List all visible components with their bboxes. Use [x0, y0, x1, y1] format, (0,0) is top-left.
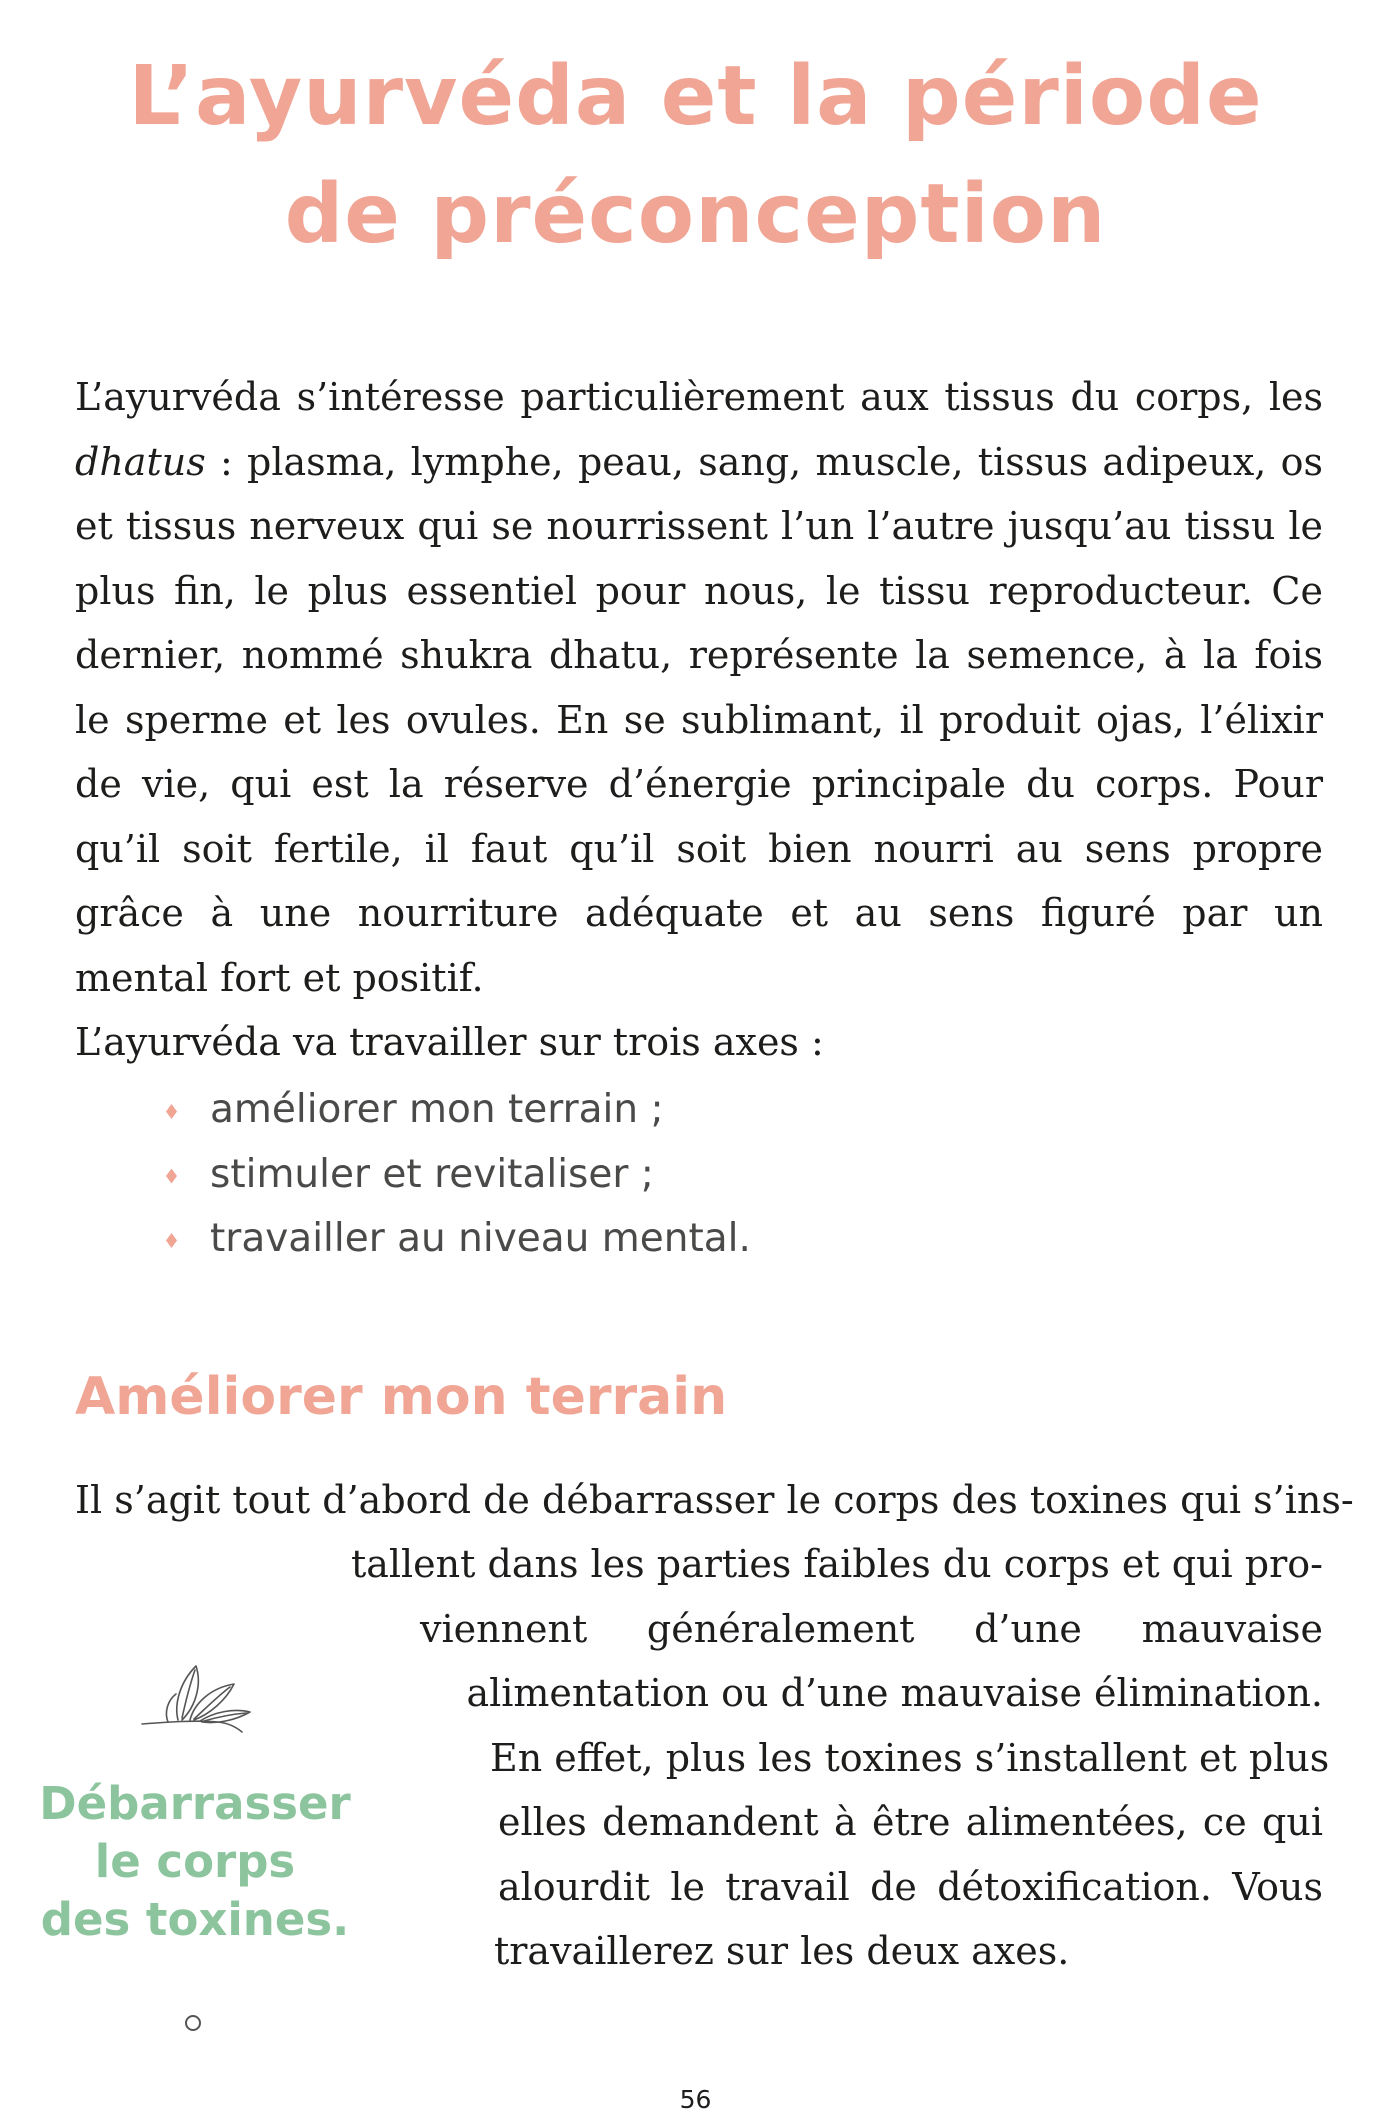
intro-paragraph: [75, 365, 1323, 1010]
section-line-4: alimentation ou d’une mauvaise élimination.: [466, 1671, 1323, 1715]
list-item: [160, 1143, 751, 1208]
page-title-line-1: L’ayurvéda et la période: [128, 49, 1263, 144]
section-line-5: En effet, plus les toxines s’installent et plus: [490, 1736, 1330, 1780]
intro-text-start: L’ayurvéda s’intéresse particulièrement aux tissus du corps, les: [75, 375, 1323, 419]
page-number: 56: [679, 2085, 712, 2114]
axis-label: stimuler et revitaliser ;: [210, 1151, 654, 1197]
list-item: [160, 1078, 751, 1143]
pullquote-line-3: des toxines.: [40, 1893, 350, 1946]
diamond-bullet-icon: [166, 1104, 177, 1119]
section-heading: Améliorer mon terrain: [75, 1367, 728, 1427]
pullquote-line-2: le corps: [94, 1835, 296, 1888]
section-line-7: alourdit le travail de détoxification. Vous: [498, 1865, 1323, 1909]
pullquote: [20, 1775, 370, 1949]
axes-list: [160, 1078, 751, 1272]
section-line-2: tallent dans les parties faibles du corps et qui pro-: [350, 1542, 1323, 1586]
axes-intro: L’ayurvéda va travailler sur trois axes :: [75, 1020, 824, 1064]
axis-label: travailler au niveau mental.: [210, 1216, 751, 1261]
diamond-bullet-icon: [166, 1233, 177, 1248]
axis-label: améliorer mon terrain ;: [210, 1087, 664, 1132]
circle-icon: [185, 2015, 201, 2031]
section-line-1: Il s’agit tout d’abord de débarrasser le corps des toxines qui s’ins-: [75, 1478, 1354, 1522]
page-title: [0, 38, 1391, 274]
list-item: [160, 1207, 751, 1272]
leaf-sprig-icon: [138, 1660, 253, 1740]
section-line-8: travaillerez sur les deux axes.: [494, 1929, 1070, 1973]
intro-text-rest: : plasma, lymphe, peau, sang, muscle, tissus adipeux, os et tissus nerveux qui se nourrissent l’un l’autre jusqu’au tissu le plus fin, le plus essentiel pour nous, le tissu reproducteur. Ce dernier, nommé shukra dhatu, représente la semence, à la fois le sperme et les ovules. En se sublimant, il produit ojas, l’élixir de vie, qui est la réserve d’énergie principale du corps. Pour qu’il soit fertile, il faut qu’il soit bien nourri au sens propre grâce à une nourriture adéquate et au sens figuré par un mental fort et positif.: [75, 439, 1323, 1000]
intro-italic-term: dhatus: [75, 439, 206, 484]
section-line-6: elles demandent à être alimentées, ce qui: [498, 1800, 1323, 1844]
diamond-bullet-icon: [166, 1169, 177, 1184]
pullquote-line-1: Débarrasser: [39, 1777, 351, 1830]
page-title-line-2: de préconception: [284, 167, 1107, 262]
section-line-3: viennent généralement d’une mauvaise: [420, 1607, 1323, 1651]
